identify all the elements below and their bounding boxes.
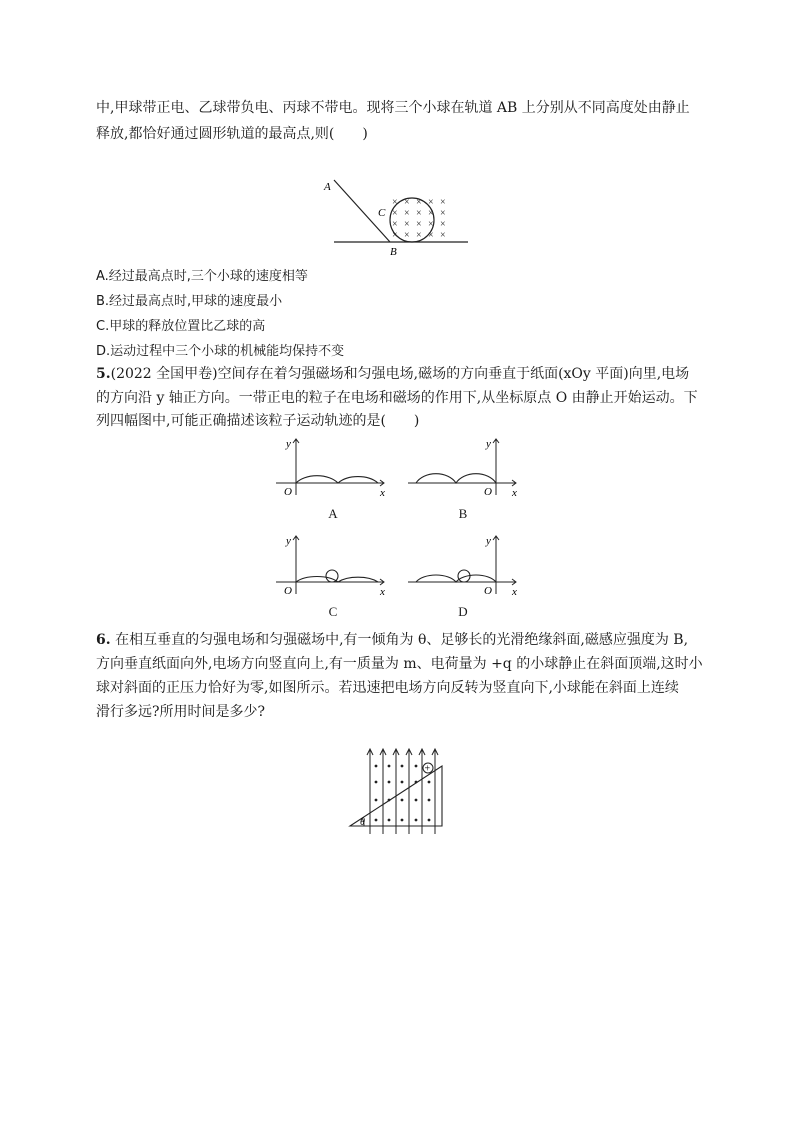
q5-graph-b — [408, 433, 524, 501]
svg-text:×: × — [404, 197, 410, 208]
svg-text:y: y — [286, 438, 291, 450]
svg-text:×: × — [404, 208, 410, 219]
q5-text-line-3: 列四幅图中,可能正确描述该粒子运动轨迹的是( ) — [96, 413, 420, 429]
q5-number: 5. — [96, 366, 111, 382]
svg-text:×: × — [392, 208, 398, 219]
q4-option-c: C.甲球的释放位置比乙球的高 — [96, 319, 266, 334]
q6-text-line-4: 滑行多远?所用时间是多少? — [96, 704, 266, 720]
label-c: C — [378, 207, 386, 219]
svg-text:×: × — [440, 219, 446, 230]
q4-option-b: B.经过最高点时,甲球的速度最小 — [96, 294, 283, 309]
svg-text:x: x — [512, 487, 517, 499]
svg-text:O: O — [484, 585, 492, 597]
q6-text-line-3: 球对斜面的正压力恰好为零,如图所示。若迅速把电场方向反转为竖直向下,小球能在斜面上连续 — [96, 680, 679, 696]
charged-ball: + — [424, 763, 431, 775]
q5-text-line-1: 5.(2022 全国甲卷)空间存在着匀强磁场和匀强电场,磁场的方向垂直于纸面(xOy 平面)向里,电场 — [96, 366, 690, 382]
q5-text-line-2: 的方向沿 y 轴正方向。一带正电的粒子在电场和磁场的作用下,从坐标原点 O 由静止开始运动。下 — [96, 390, 698, 406]
svg-text:O: O — [484, 486, 492, 498]
svg-text:×: × — [440, 208, 446, 219]
q5-graph-b-caption: B — [458, 506, 468, 521]
q4-text-line-2: 释放,都恰好通过圆形轨道的最高点,则( ) — [96, 126, 368, 142]
svg-text:O: O — [284, 585, 292, 597]
q5-graph-c — [276, 530, 392, 600]
q6-incline-figure — [346, 744, 450, 836]
svg-text:×: × — [392, 219, 398, 230]
angle-theta-label: θ — [360, 817, 365, 828]
svg-text:×: × — [428, 219, 434, 230]
svg-text:×: × — [416, 208, 422, 219]
q4-text-line-1: 中,甲球带正电、乙球带负电、丙球不带电。现将三个小球在轨道 AB 上分别从不同高度处由静止 — [96, 100, 690, 116]
q6-number: 6. — [96, 632, 111, 648]
svg-text:x: x — [380, 487, 385, 499]
q4-option-d: D.运动过程中三个小球的机械能均保持不变 — [96, 344, 345, 359]
q5-graph-a-caption: A — [328, 506, 338, 521]
svg-text:×: × — [428, 197, 434, 208]
q6-text-line-2: 方向垂直纸面向外,电场方向竖直向上,有一质量为 m、电荷量为 +q 的小球静止在斜面顶端,这时小 — [96, 656, 703, 672]
svg-text:×: × — [404, 230, 410, 241]
svg-text:×: × — [428, 230, 434, 241]
svg-text:×: × — [416, 230, 422, 241]
svg-text:×: × — [404, 219, 410, 230]
label-b: B — [390, 246, 397, 258]
svg-text:×: × — [392, 197, 398, 208]
q5-graph-a — [276, 433, 392, 501]
q6-text-line-1: 6. 在相互垂直的匀强电场和匀强磁场中,有一倾角为 θ、足够长的光滑绝缘斜面,磁感应强度为 B, — [96, 632, 689, 648]
q5-graph-d-caption: D — [458, 604, 468, 619]
label-a: A — [324, 181, 331, 193]
q5-graph-d — [408, 530, 524, 600]
svg-text:x: x — [380, 586, 385, 598]
svg-text:x: x — [512, 586, 517, 598]
q4-option-a: A.经过最高点时,三个小球的速度相等 — [96, 269, 308, 284]
svg-text:×: × — [428, 208, 434, 219]
svg-text:y: y — [286, 535, 291, 547]
svg-text:O: O — [284, 486, 292, 498]
svg-text:×: × — [440, 230, 446, 241]
svg-text:×: × — [416, 197, 422, 208]
q4-track-figure — [320, 170, 480, 260]
svg-text:×: × — [416, 219, 422, 230]
svg-text:×: × — [392, 230, 398, 241]
svg-text:y: y — [486, 535, 491, 547]
q5-graph-c-caption: C — [328, 604, 338, 619]
svg-text:×: × — [440, 197, 446, 208]
svg-text:y: y — [486, 438, 491, 450]
